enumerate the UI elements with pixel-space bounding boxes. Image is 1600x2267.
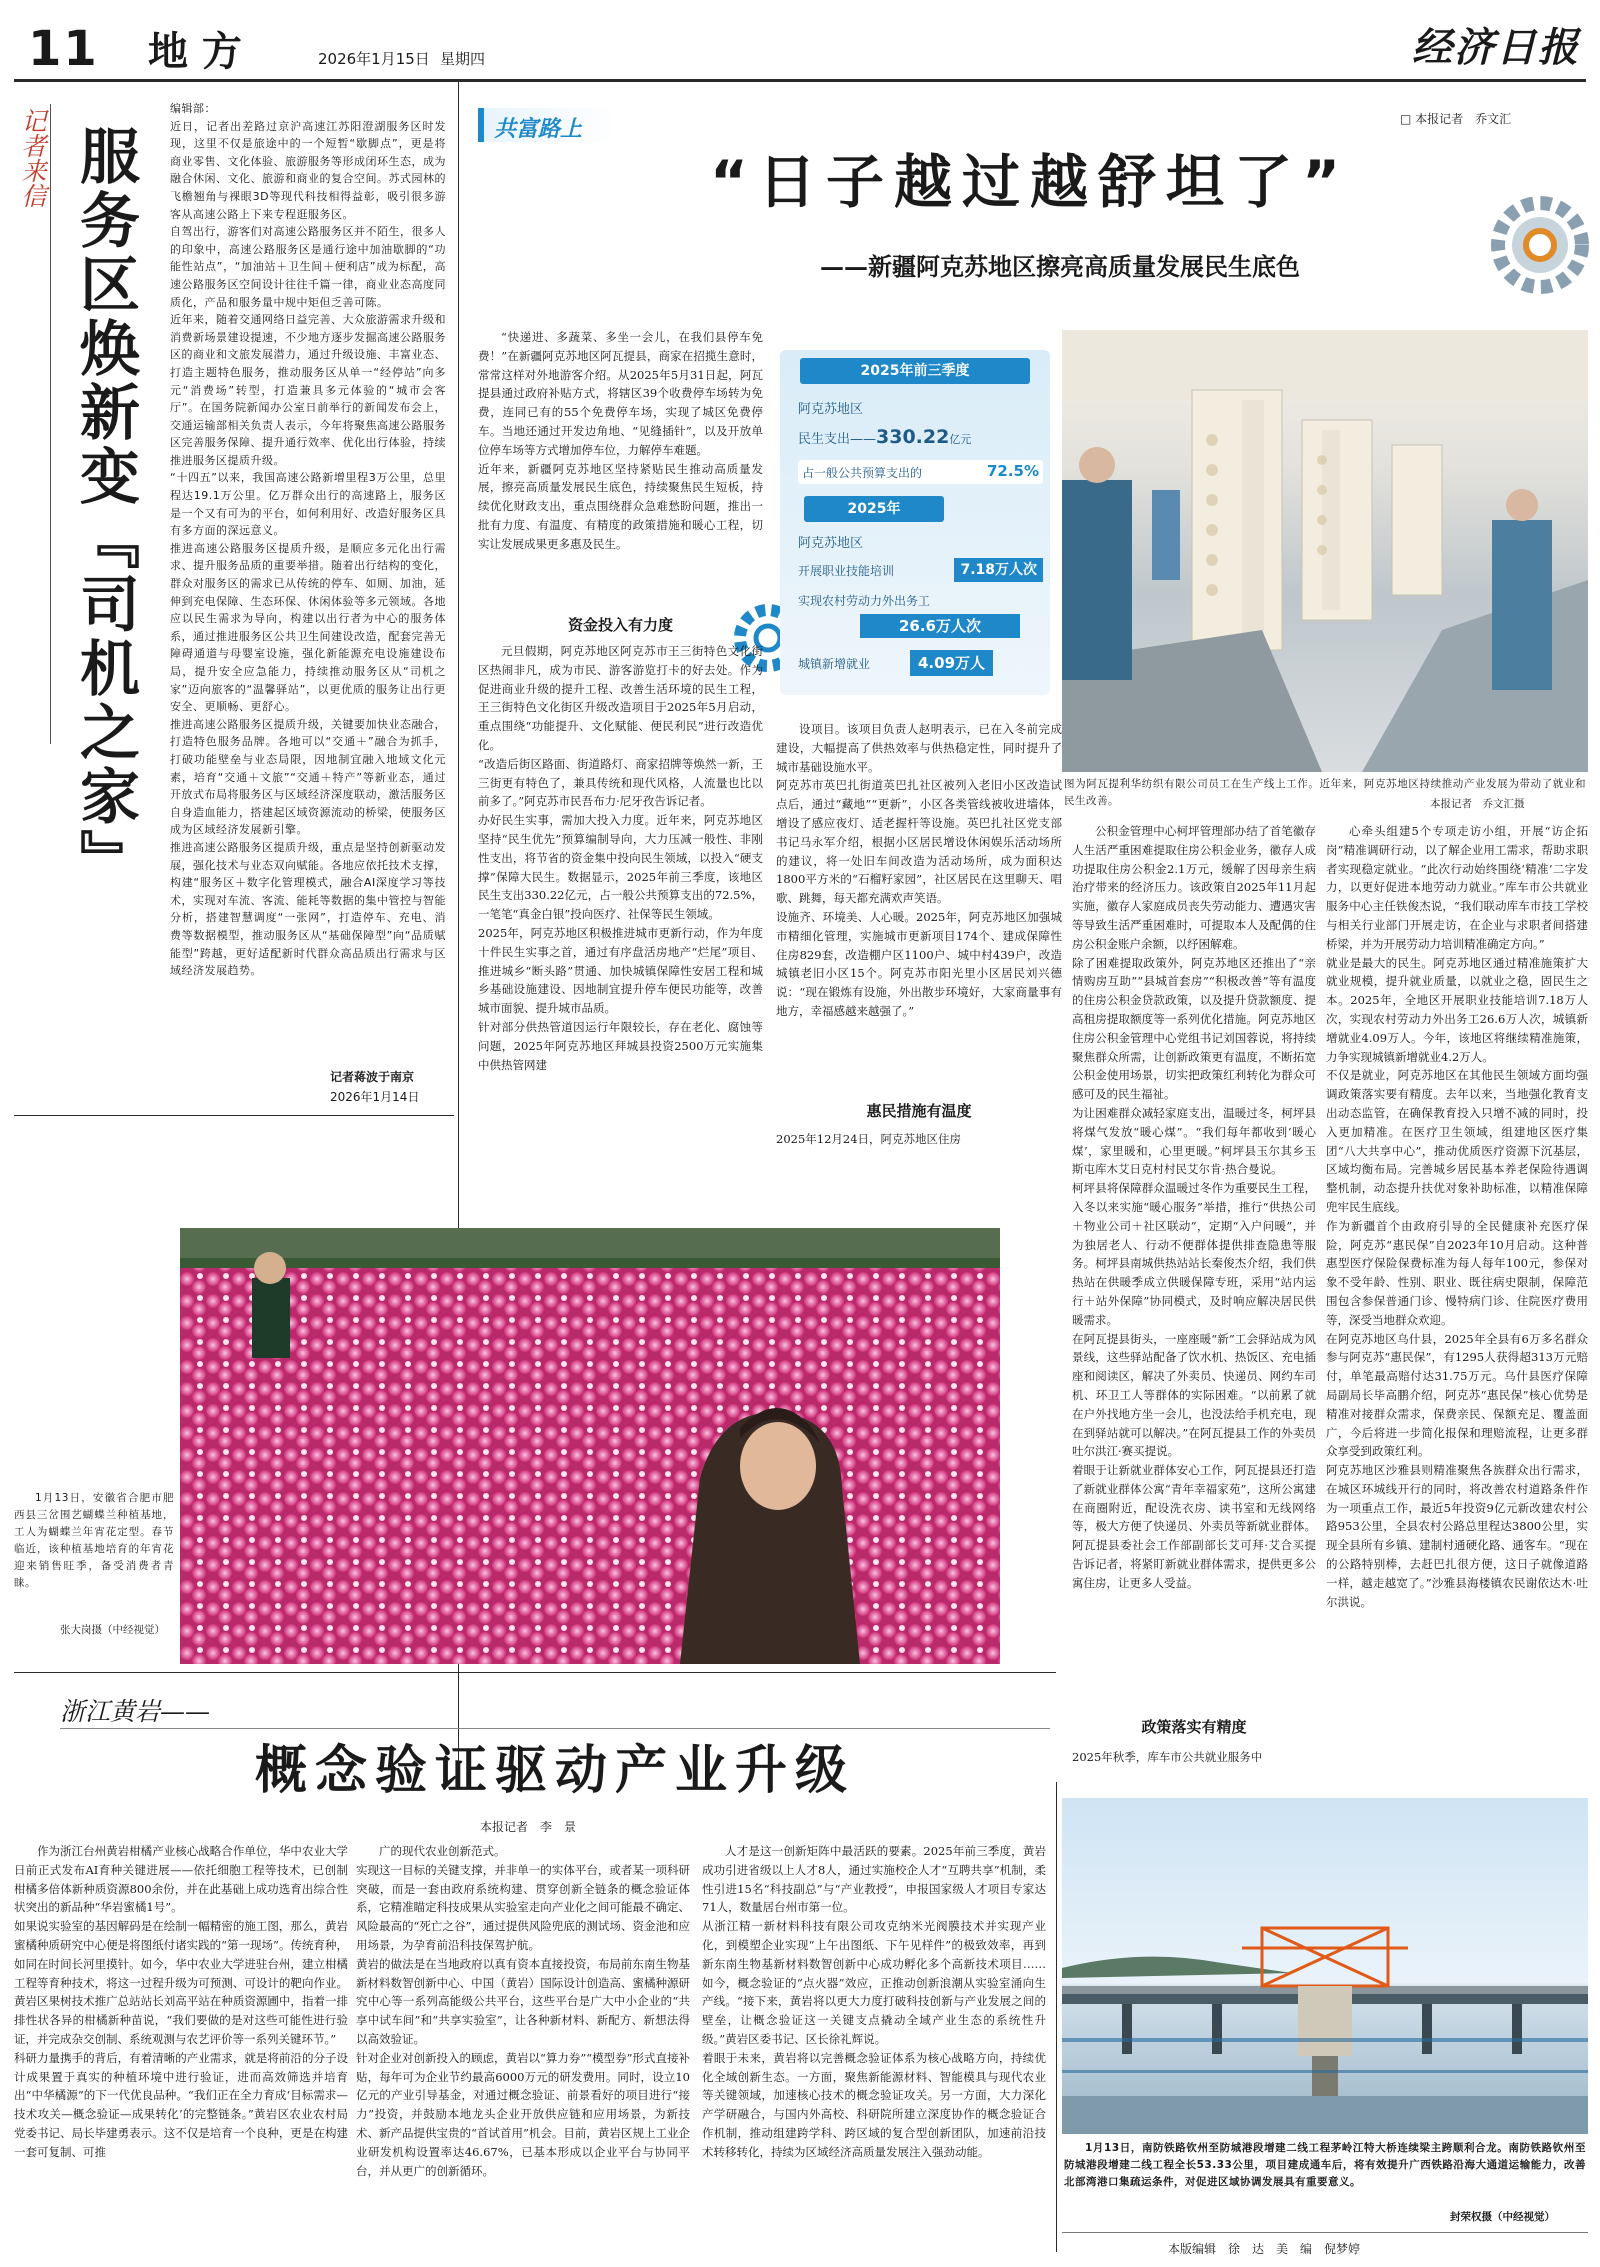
- infographic-period-a: 2025年前三季度: [800, 358, 1030, 384]
- issue-weekday: 星期四: [440, 50, 486, 68]
- masthead-rule: [14, 79, 1586, 82]
- infographic-period-b: 2025年: [804, 496, 944, 522]
- textile-factory-photo: [1062, 330, 1588, 772]
- newspaper-logo: 经济日报: [1412, 24, 1580, 71]
- page-number: 11: [28, 21, 99, 77]
- orchid-bottom-rule: [14, 1672, 1056, 1673]
- infographic: [780, 350, 1050, 695]
- letter-headline: 服务区焕新变『司机之家』: [70, 125, 140, 893]
- section-heading-funding: 资金投入有力度: [567, 616, 673, 634]
- column-tag: 记者来信: [18, 108, 47, 208]
- bottom-tag-underline: [60, 1728, 1050, 1729]
- bottom-article-tag: 浙江黄岩——: [60, 1697, 211, 1726]
- bottom-col-1: 作为浙江台州黄岩柑橘产业核心战略合作单位，华中农业大学日前正式发布AI育种关键进展——依托细胞工程等技术，已创制柑橘多倍体新种质资源800余份，并在此基础上成功选育出综合性状突出的新品种“华岩蜜橘1号”。 如果说实验室的基因解码是在绘制一幅精密的施工图，那么，黄岩蜜橘种质研究中心便是将图纸付诸实践的“第一现场”。传统育种，如同在时间长河里摸针。如今，华中农业大学进驻台州，建立柑橘工程等育种技术，将这一过程升级为可预测、可设计的靶向作业。黄岩区果树技术推广总站站长刘高平站在种质资源圃中，指着一排排性状各异的柑橘新种苗说，“我们要做的是对这些可能性进行验证，并完成杂交创制、系统观测与农艺评价等一系列关键环节。” 科研力量携手的背后，有着清晰的产业需求，就是将前沿的分子设计成果置于真实的种植环境中进行验证，进而高效筛选并培育出“中华橘源”的下一代优良品种。“我们正在全力育成‘目标需求—技术攻关—概念验证—成果转化’的完整链条。”黄岩区农业农村局党委书记、局长毕建勇表示。这不仅是培育一个良种，更是在构建一套可复制、可推: [14, 1844, 348, 2159]
- infographic-item-1-unit: 亿元: [949, 433, 972, 446]
- infographic-row-3: [798, 558, 1043, 582]
- infographic-item-5-name: 城镇新增就业: [798, 657, 871, 671]
- bridge-photo-caption: 1月13日，南防铁路钦州至防城港段增建二线工程茅岭江特大桥连续梁主跨顺利合龙。南防铁路钦州至防城港段增建二线工程全长53.33公里，项目建成通车后，将有效提升广西铁路沿海大通道运输能力，改善北部湾港口集疏运条件，对促进区域协调发展具有重要意义。: [1064, 2142, 1586, 2188]
- left-bottom-rule: [14, 1115, 454, 1116]
- orchid-greenhouse-photo: [180, 1228, 1000, 1664]
- textile-photo-credit: 本报记者 乔文汇摄: [1430, 798, 1525, 810]
- infographic-item-2-name: 占一般公共预算支出的: [802, 466, 923, 480]
- infographic-item-2-value: 72.5%: [986, 462, 1039, 480]
- infographic-item-5-value: 4.09万人: [910, 650, 993, 676]
- feature-col-1-body: 元旦假期，阿克苏地区阿克苏市王三街特色文化街区热闹非凡，成为市民、游客游览打卡的好去处。作为促进商业升级的提升工程、改善生活环境的民生工程，王三街特色文化街区升级改造项目于2025年5月启动，重点围绕“功能提升、文化赋能、便民利民”进行改造优化。 “改造后街区路面、街道路灯、商家招牌等焕然一新，王三街更有特色了，兼具传统和现代风格，人流量也比以前多了。”阿克苏市民吾布力·尼牙孜告诉记者。 办好民生实事，需加大投入力度。近年来，阿克苏地区坚持“民生优先”预算编制导向，大力压减一般性、非刚性支出，将节省的资金集中投向民生领域，以投入“硬支撑”保障大民生。数据显示，2025年前三季度，该地区民生支出330.22亿元，占一般公共预算支出的72.5%，一笔笔“真金白银”投向医疗、社保等民生领域。 2025年，阿克苏地区积极推进城市更新行动，作为年度十件民生实事之首，通过有序盘活房地产“烂尾”项目、推进城乡“断头路”贯通、加快城镇保障性安居工程和城乡基础设施建设、因地制宜提升停车便民功能等，改善城市面貌、提升城市品质。 针对部分供热管道因运行年限较长，存在老化、腐蚀等问题，2025年阿克苏地区拜城县投资2500万元实施集中供热管网建: [478, 644, 763, 1072]
- infographic-item-1-name: 民生支出: [798, 432, 851, 447]
- infographic-item-3-value: 7.18万人次: [954, 558, 1043, 582]
- feature-subheadline: ——新疆阿克苏地区擦亮高质量发展民生底色: [820, 252, 1300, 281]
- footer-rule: [1062, 2232, 1588, 2233]
- infographic-item-4-name: 实现农村劳动力外出务工: [798, 594, 931, 608]
- bottom-col-3: 人才是这一创新矩阵中最活跃的要素。2025年前三季度，黄岩成功引进省级以上人才8人，通过实施校企人才“互聘共享”机制，柔性引进15名“科技副总”与“产业教授”，申报国家级人才项目专家达71人，数量居台州市第一位。 从浙江精一新材料科技有限公司攻克纳米光阀膜技术并实现产业化，到模塑企业实现“上午出图纸、下午见样件”的极致效率，再到新东南生物基新材料数智创新中心成功孵化多个高新技术项目……如今，概念验证的“点火器”效应，正推动创新浪潮从实验室涌向生产线。“接下来，黄岩将以更大力度打破科技创新与产业发展之间的壁垒，让概念验证这一关键支点撬动全域产业生态的系统性升级。”黄岩区委书记、区长徐礼辉说。 着眼于未来，黄岩将以完善概念验证体系为核心战略方向，持续优化全域创新生态。一方面，聚焦新能源材料、智能模具与现代农业等关键领域，加速核心技术的概念验证攻关。另一方面，大力深化产学研融合，与国内外高校、科研院所建立深度协作的概念验证合作机制，推动组建跨学科、跨区域的复合型创新团队，加速前沿技术转移转化，持续为区域经济高质量发展注入强劲动能。: [702, 1844, 1046, 2159]
- feature-col-2-tail: 2025年12月24日，阿克苏地区住房: [776, 1132, 962, 1146]
- bottom-byline: 本报记者 李 景: [480, 1820, 577, 1834]
- infographic-item-4-value: 26.6万人次: [860, 614, 1020, 638]
- letter-body: 编辑部： 近日，记者出差路过京沪高速江苏阳澄湖服务区时发现，这里不仅是旅途中的一个短暂“歇脚点”，更是将商业零售、文化体验、旅游服务等形成闭环生态，成为融合休闲、文化、旅游和商业的复合空间。苏式园林的飞檐翘角与裸眼3D等现代科技相得益彰，吸引很多游客从高速公路上下来专程逛服务区。 自驾出行，游客们对高速公路服务区并不陌生，很多人的印象中，高速公路服务区是通行途中加油歇脚的“功能性站点”，“加油站＋卫生间＋便利店”成为标配，高速公路服务区空间设计往往千篇一律，商业业态高度同质化，产品和服务量中规中矩但乏善可陈。 近年来，随着交通网络日益完善、大众旅游需求升级和消费新场景建设提速，不少地方逐步发掘高速公路服务区的商业和文旅发展潜力，通过升级设施、丰富业态、打造主题特色服务，推动服务区从单一“经停站”向多元“消费场”转型，打造兼具多元体验的“城市会客厅”。在国务院新闻办公室日前举行的新闻发布会上，交通运输部相关负责人表示，今年将聚焦高速公路服务区完善服务保障、提升通行效率、优化出行体验，持续推进服务区提质升级。 “十四五”以来，我国高速公路新增里程3万公里，总里程达19.1万公里。亿万群众出行的高速路上，服务区是一个又有可为的平台，如何利用好、改造好服务区具有多方面的深远意义。 推进高速公路服务区提质升级，是顺应多元化出行需求、提升服务品质的重要举措。随着出行结构的变化，群众对服务区的需求已从传统的停车、如厕、加油，延伸到充电保障、生态环保、休闲体验等多元领域。各地应以民生需求为导向，构建以出行者为中心的服务体系，通过推进服务区公共卫生间建设改造，配套完善无障碍通道与母婴室设施，强化新能源充电设施建设布局，提升安全应急能力，持续推动服务区从“司机之家”迈向旅客的“温馨驿站”，以更优质的服务让出行更安全、更顺畅、更舒心。 推进高速公路服务区提质升级，关键要加快业态融合，打造特色服务品牌。各地可以“交通＋”融合为抓手，打破功能壁垒与业态局限，因地制宜融入地域文化元素，培育“交通＋文旅”“交通＋特产”等新业态，通过开放式布局将服务区与区域经济深度联动，激活服务区自身造血能力，搭建起区域资源流动的桥梁，使服务区成为区域经济发展新引擎。 推进高速公路服务区提质升级，重点是坚持创新驱动发展，强化技术与业态双向赋能。各地应依托技术支撑，构建“服务区＋数字化管理模式，融合AI深度学习等技术，实现对车流、客流、能耗等数据的集中管控与智能分析，搭建智慧调度“一张网”，打造停车、充电、消费等数据模型，推动服务区从“基础保障型”向“品质赋能型”跨越，更好适配新时代群众高品质出行需求与区域经济发展趋势。: [170, 102, 446, 978]
- byline: □ 本报记者 乔文汇: [1400, 112, 1512, 126]
- orchid-photo-credit: 张大岗摄（中经视觉）: [60, 1624, 165, 1636]
- column-tag-divider: [50, 104, 51, 744]
- bottom-headline: 概念验证驱动产业升级: [254, 1740, 855, 1801]
- gear-icon: [1480, 185, 1590, 305]
- bridge-photo-credit: 封荣权摄（中经视觉）: [1450, 2211, 1555, 2223]
- infographic-item-1-value: 330.22: [876, 426, 950, 448]
- infographic-row-2: [798, 460, 1043, 484]
- bridge-divider: [1056, 1782, 1057, 2252]
- textile-photo-caption: 图为阿瓦提利华纺织有限公司员工在生产线上工作。近年来，阿克苏地区持续推动产业发展为带动了就业和民生改善。: [1064, 778, 1586, 807]
- feature-col-3-body: 公积金管理中心柯坪管理部办结了首笔徽存人生活严重困难提取住房公积金业务，徽存人成功提取住房公积金2.1万元，缓解了因母亲生病治疗带来的经济压力。该政策自2025年11月起实施，徽存人家庭成员丧失劳动能力、遭遇灾害等导致生活严重困难时，可提取本人及配偶的住房公积金账户余额，以纾困解难。 除了困难提取政策外，阿克苏地区还推出了“亲情购房互助”“县城首套房”“积极改善”等有温度的住房公积金贷款政策，以及提升贷款额度、提高租房提取额度等一系列优化措施。阿克苏地区住房公积金管理中心党组书记刘国蓉说，将持续聚焦群众所需，让创新政策更有温度，不断拓宽公积金使用场景，切实把政策红利转化为群众可感可及的民生福祉。 为让困难群众减轻家庭支出，温暖过冬，柯坪县将煤气发放“暖心煤”。“我们每年都收到‘暖心煤’，家里暖和，心里更暖。”柯坪县玉尔其乡玉斯屯库木艾日克村村民艾尔肯·热合曼说。 柯坪县将保障群众温暖过冬作为重要民生工程，入冬以来实施“暖心服务”举措，推行“供热公司＋物业公司＋社区联动”，定期“入户问暖”，并为独居老人、行动不便群体提供排查隐患等服务。柯坪县南城供热站站长秦俊杰介绍，我们供热站在供暖季成立供暖保障专班，采用“站内运行＋站外保障”协同模式，及时响应解决居民供暖需求。 在阿瓦提县街头，一座座暖“新”工会驿站成为风景线，这些驿站配备了饮水机、热饭区、充电插座和阅读区，解决了外卖员、快递员、网约车司机、环卫工人等群体的实际困难。“以前累了就在户外找地方坐一会儿，也没法给手机充电，现在到驿站就可以解决。”在阿瓦提县工作的外卖员吐尔洪江·赛买提说。 着眼于让新就业群体安心工作，阿瓦提县还打造了新就业群体公寓“青年幸福家苑”，这所公寓建在商圈附近，配设洗衣房、读书室和无线网络等，极大方便了快递员、外卖员等新就业群体。阿瓦提县委社会工作部副部长艾可拜·艾合买提告诉记者，将紧盯新就业群体需求，提供更多公寓住房，让更多人受益。: [1072, 824, 1316, 1590]
- letter-date: 2026年1月14日: [330, 1090, 420, 1104]
- letter-signature: 记者蒋波于南京: [330, 1070, 415, 1084]
- section-heading-policy: 政策落实有精度: [1141, 1718, 1247, 1736]
- editor-credit: 本版编辑 徐 达 美 编 倪梦婷: [1168, 2242, 1361, 2256]
- feature-col-1-intro: “快递进、多蔬菜、多坐一会儿，在我们县停车免费！”在新疆阿克苏地区阿瓦提县，商家在招揽生意时，常常这样对外地游客介绍。从2025年5月31日起，阿瓦提县通过政府补贴方式，将辖区39个收费停车场转为免费，连同已有的55个免费停车场，实现了城区免费停车。当地还通过开发边角地、“见缝插针”，以及开放单位停车场等方式增加停车位，力解停车难题。 近年来，新疆阿克苏地区坚持紧贴民生推动高质量发展，擦亮高质量发展民生底色，持续聚焦民生短板，持续优化财政支出，重点围绕群众急难愁盼问题，推出一批有力度、有温度、有精度的政策措施和暖心工程，切实让发展成果更多惠及民生。: [478, 330, 763, 551]
- issue-date: 2026年1月15日: [318, 50, 430, 68]
- section-heading-welfare: 惠民措施有温度: [866, 1102, 972, 1120]
- infographic-row-1: 民生支出——330.22亿元: [798, 426, 972, 448]
- infographic-row-5: [798, 650, 1043, 676]
- bridge-construction-photo: [1062, 1798, 1588, 2134]
- feature-tag: [478, 108, 616, 142]
- orchid-photo-caption: 1月13日，安徽省合肥市肥西县三岔围艺蝴蝶兰种植基地，工人为蝴蝶兰年宵花定型。春节临近，该种植基地培育的年宵花迎来销售旺季，备受消费者青睐。: [14, 1492, 174, 1589]
- feature-col-4-body: 心牵头组建5个专项走访小组，开展“访企拓岗”精准调研行动，以了解企业用工需求，帮助求职者实现稳定就业。“此次行动始终围绕‘精准’二字发力，以更好促进本地劳动力就业。”库车市公共就业服务中心主任铁俊杰说，“我们联动库车市技工学校与相关行业部门开展走访，在企业与求职者间搭建桥梁，并为开展劳动力培训精准确定方向。” 就业是最大的民生。阿克苏地区通过精准施策扩大就业规模，提升就业质量，以就业之稳，固民生之本。2025年，全地区开展职业技能培训7.18万人次，实现农村劳动力外出务工26.6万人次，城镇新增就业4.09万人。今年，该地区将继续精准施策，力争实现城镇新增就业4.2万人。 不仅是就业，阿克苏地区在其他民生领域方面均强调政策落实要有精度。去年以来，当地强化教育支出动态监管，在确保教育投入只增不减的同时，投入更加精准。在医疗卫生领域，组建地区医疗集团“八大共享中心”，推动优质医疗资源下沉基层，区域均衡布局。完善城乡居民基本养老保险待遇调整机制，动态提升扶优对象补助标准，以精准保障兜牢民生底线。 作为新疆首个由政府引导的全民健康补充医疗保险，阿克苏“惠民保”自2023年10月启动。这种普惠型医疗保险保费标准为每人每年100元，参保对象不受年龄、性别、职业、既往病史限制，保障范围包含参保普通门诊、慢特病门诊、住院医疗费用等，深受当地群众欢迎。 在阿克苏地区乌什县，2025年全县有6万多名群众参与阿克苏“惠民保”，有1295人获得超313万元赔付，单笔最高赔付达31.75万元。乌什县医疗保障局副局长毕高鹏介绍，阿克苏“惠民保”核心优势是精准对接群众需求，保费亲民、保额充足、覆盖面广，今后将进一步简化报保和理赔流程，让更多群众享受到政策红利。 阿克苏地区沙雅县则精准聚焦各族群众出行需求，在城区环城线开行的同时，将改善农村道路条件作为一项重点工作，最近5年投资9亿元新改建农村公路953公里，全县农村公路总里程达3800公里，实现全县所有乡镇、建制村通硬化路、通客车。“现在的公路特别棒，去赶巴扎很方便，这日子就像道路一样，越走越宽了。”沙雅县海楼镇农民谢依达木·吐尔洪说。: [1326, 824, 1588, 1609]
- infographic-region-b: 阿克苏地区: [798, 536, 864, 551]
- feature-col-3-tail: 2025年秋季，库车市公共就业服务中: [1072, 1750, 1263, 1764]
- feature-tag-label: 共富路上: [494, 117, 583, 142]
- infographic-item-3-name: 开展职业技能培训: [798, 564, 895, 578]
- masthead: [0, 0, 1600, 80]
- feature-headline: “日子越过越舒坦了”: [709, 148, 1351, 216]
- bottom-col-2: 广的现代农业创新范式。 实现这一目标的关键支撑，并非单一的实体平台，或者某一项科研突破，而是一套由政府系统构建、贯穿创新全链条的概念验证体系，它精准瞄定科技成果从实验室走向产业化之间可能最不确定、风险最高的“死亡之谷”，通过提供风险兜底的测试场、资金池和应用场景，为孕育前沿科技保驾护航。 黄岩的做法是在当地政府以真有资本直接投资，布局前东南生物基新材料数智创新中心、中国（黄岩）国际设计创造高、蜜橘种源研究中心等一系列高能级公共平台，这些平台是广大中小企业的“共享中试车间”和“共享实验室”，让各种新材料、新配方、新想法得以高效验证。 针对企业对创新投入的顾虑，黄岩以“算力券”“模型券”形式直接补贴，每年可为企业节约最高6000万元的研发费用。同时，设立10亿元的产业引导基金，对通过概念验证、前景看好的项目进行“接力”投资，并鼓励本地龙头企业开放供应链和应用场景，为新技术、新产品提供宝贵的“首试首用”机会。目前，黄岩区规上工业企业研发机构设置率达46.67%，已基本形成以企业平台与协同平台，并从更广的创新循环。: [356, 1844, 690, 2178]
- section-name: 地 方: [148, 28, 242, 75]
- infographic-region-a: 阿克苏地区: [798, 402, 864, 417]
- feature-col-2-body: 设项目。该项目负责人赵明表示，已在入冬前完成建设，大幅提高了供热效率与供热稳定性，同时提升了城市基础设施水平。 阿克苏市英巴扎街道英巴扎社区被列入老旧小区改造试点后，通过“藏地”“更新”，小区各类管线被收进墙体，增设了感应夜灯、适老握杆等设施。英巴扎社区党支部书记马永军介绍，根据小区居民增设休闲娱乐活动场所的建议，将一处旧车间改造为活动场所，成为面积达1800平方米的“石榴籽家园”，社区居民在这里聊天、唱歌、跳舞，每天都充满欢声笑语。 设施齐、环境美、人心暖。2025年，阿克苏地区加强城市精细化管理，实施城市更新项目174个、建成保障性住房829套，改造棚户区1100户、城中村439户，改造城镇老旧小区15个。阿克苏市阳光里小区居民刘兴德说：“现在锻炼有设施，外出散步环境好，大家商量事有地方，幸福感越来越强了。”: [776, 722, 1062, 1018]
